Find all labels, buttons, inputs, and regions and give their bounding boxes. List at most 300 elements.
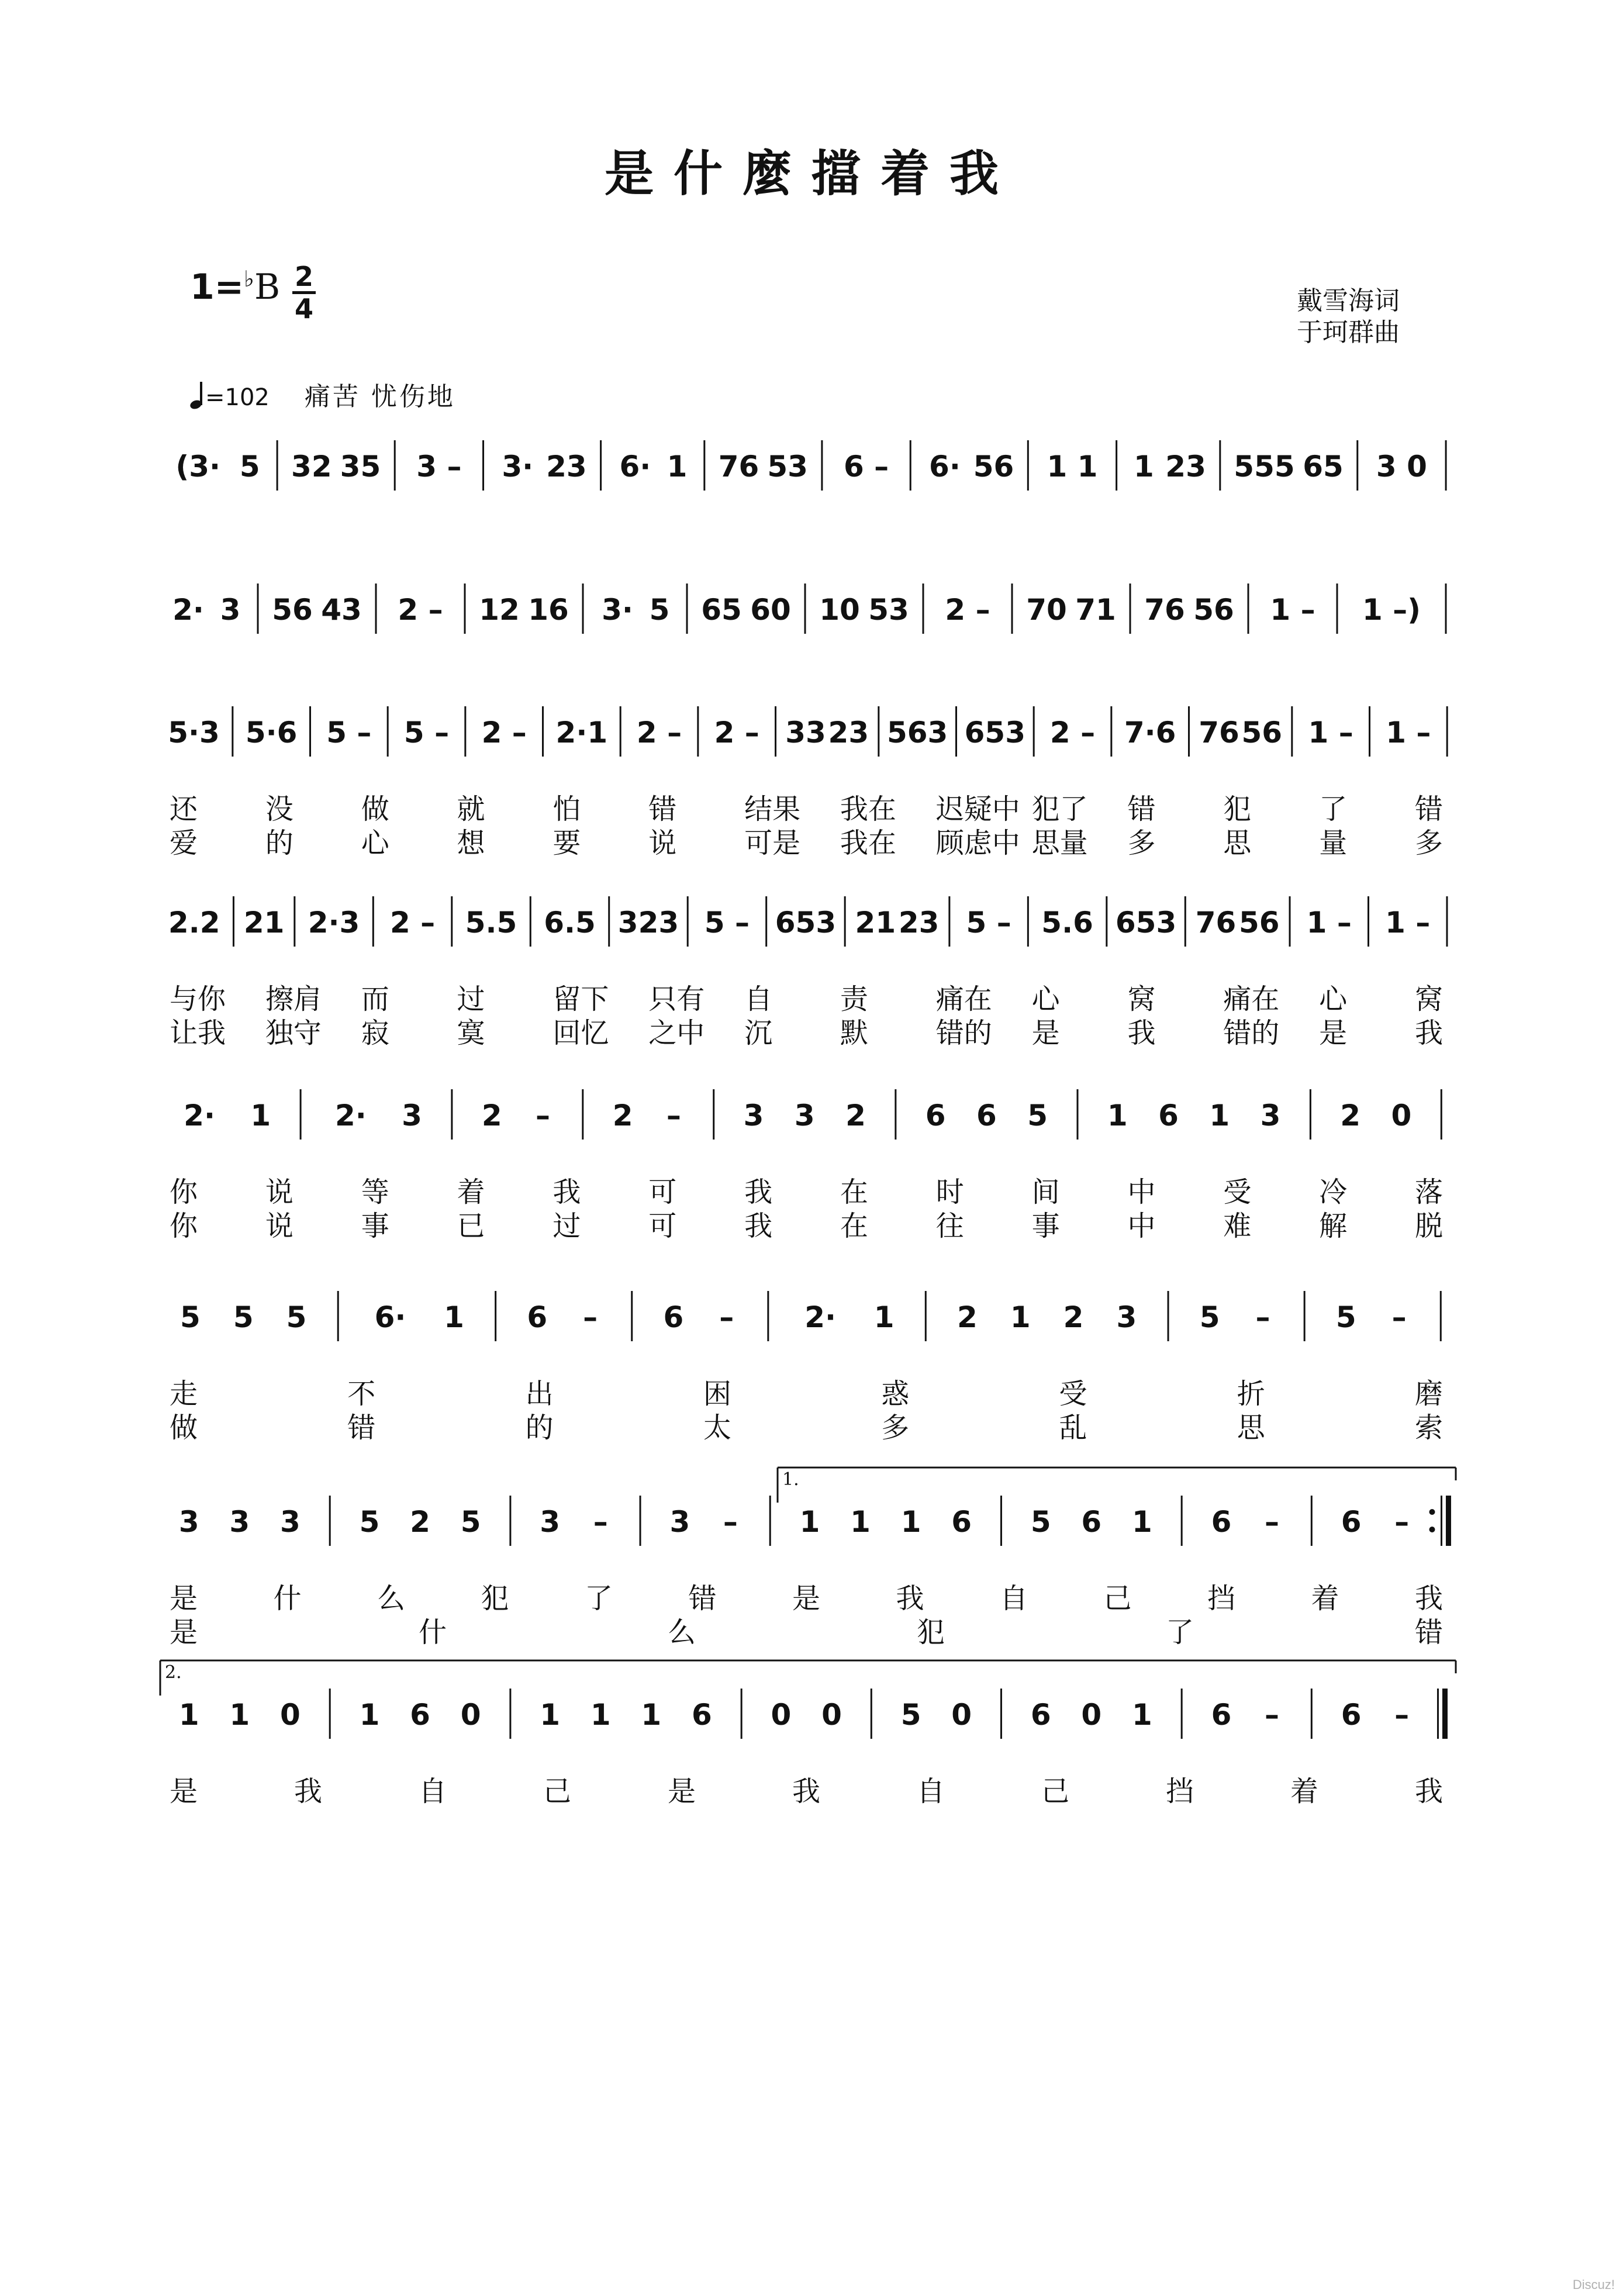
lyric-word: 落 xyxy=(1415,1176,1444,1209)
note-group: 6 xyxy=(1211,1505,1232,1539)
lyric-word: 间 xyxy=(1031,1176,1060,1209)
note-group: 2 xyxy=(1340,1099,1361,1133)
note-group: 6 xyxy=(1211,1698,1232,1732)
lyric-word: 挡 xyxy=(1207,1582,1236,1615)
lyric-word: 等 xyxy=(361,1176,389,1209)
note-group: 3 xyxy=(1260,1099,1281,1133)
lyric-word: 过 xyxy=(457,983,485,1016)
note-group: 2 xyxy=(481,1099,502,1133)
note-group: 1 xyxy=(359,1698,380,1732)
lyric-word: 擦肩 xyxy=(265,983,322,1016)
note-group: 1 xyxy=(799,1505,820,1539)
note-group: 5 xyxy=(286,1300,307,1334)
lyric-word: 走 xyxy=(170,1377,198,1410)
lyric-word: 做 xyxy=(170,1411,198,1444)
note-group: 56 xyxy=(272,593,313,627)
note-group: 56 xyxy=(1239,906,1280,940)
note-group: 5 xyxy=(233,1300,254,1334)
note-group: 10 xyxy=(819,593,860,627)
note-group: – xyxy=(719,1300,734,1334)
lyric-word: 默 xyxy=(840,1017,868,1049)
lyric-word: 错 xyxy=(1415,793,1444,826)
lyric-word: 而 xyxy=(361,983,389,1016)
note-group: 23 xyxy=(546,450,587,484)
note-group: 3 xyxy=(178,1505,199,1539)
note-group: 6· xyxy=(929,450,961,484)
volta-number: 1. xyxy=(782,1469,799,1490)
lyric-word: 的 xyxy=(265,827,293,859)
note-group: – xyxy=(1265,1698,1280,1732)
note-group: (3· xyxy=(175,450,221,484)
lyric-word: 自 xyxy=(744,983,773,1016)
note-group: 2 xyxy=(612,1099,633,1133)
lyric-word: 痛在 xyxy=(935,983,992,1016)
note-group: 6 xyxy=(663,1300,684,1334)
note-group: – xyxy=(535,1099,550,1133)
song-title: 是什麼擋着我 xyxy=(604,144,1018,202)
lyric-word: 迟疑中 xyxy=(935,793,1020,826)
lyric-word: 太 xyxy=(703,1411,731,1444)
lyric-word: 我 xyxy=(744,1176,773,1209)
lyric-word: 多 xyxy=(881,1411,910,1444)
note-group: 5 xyxy=(1199,1300,1220,1334)
note-group: 71 xyxy=(1075,593,1116,627)
lyric-word: 心 xyxy=(1031,983,1060,1016)
note-group: 6 xyxy=(1341,1505,1362,1539)
note-group: 3· xyxy=(602,593,633,627)
lyric-word: 解 xyxy=(1319,1210,1348,1242)
note-group: 5 xyxy=(239,450,260,484)
lyric-word: 我 xyxy=(1415,1017,1444,1049)
note-group: 0 xyxy=(460,1698,481,1732)
lyric-word: 中 xyxy=(1127,1176,1156,1209)
lyric-word: 犯 xyxy=(917,1616,945,1649)
lyric-word: 错的 xyxy=(935,1017,992,1049)
note-group: 21 xyxy=(243,906,285,940)
lyric-word: 我 xyxy=(1415,1582,1444,1615)
lyric-word: 我 xyxy=(552,1176,581,1209)
note-group: 6 xyxy=(410,1698,430,1732)
lyric-word: 么 xyxy=(668,1616,696,1649)
lyric-word: 是 xyxy=(170,1582,198,1615)
lyric-word: 时 xyxy=(935,1176,964,1209)
note-group: 6 xyxy=(527,1300,548,1334)
lyric-word: 错 xyxy=(347,1411,376,1444)
note-group: 6· xyxy=(619,450,651,484)
time-signature-top: 2 xyxy=(294,261,313,292)
note-group: 1 xyxy=(1134,450,1154,484)
note-group: 1 xyxy=(641,1698,662,1732)
note-group: – xyxy=(666,1099,681,1133)
note-group: 3 xyxy=(743,1099,764,1133)
note-group: 0 xyxy=(771,1698,792,1732)
repeat-dot xyxy=(1429,1509,1435,1515)
lyric-word: 折 xyxy=(1237,1377,1265,1410)
lyric-word: 往 xyxy=(935,1210,964,1242)
lyric-word: 寂 xyxy=(361,1017,389,1049)
lyric-word: 脱 xyxy=(1415,1210,1444,1242)
note-group: 5 – xyxy=(704,906,750,940)
note-group: 1 – xyxy=(1270,593,1315,627)
note-group: – xyxy=(1394,1505,1410,1539)
lyric-word: 了 xyxy=(1166,1616,1194,1649)
lyric-word: 错 xyxy=(648,793,677,826)
note-group: 5 xyxy=(1030,1505,1051,1539)
lyric-word: 出 xyxy=(525,1377,554,1410)
note-group: 16 xyxy=(528,593,569,627)
note-group: 35 xyxy=(340,450,381,484)
note-group: 1 xyxy=(250,1099,271,1133)
lyricist-credit: 戴雪海词 xyxy=(1297,286,1400,316)
note-group: 323 xyxy=(617,906,679,940)
note-group: 12 xyxy=(479,593,520,627)
lyric-word: 留下 xyxy=(552,983,609,1016)
lyric-word: 思量 xyxy=(1031,827,1088,859)
watermark: Discuz! xyxy=(1572,2277,1615,2292)
note-group: 1 xyxy=(900,1505,921,1539)
note-group: – xyxy=(593,1505,608,1539)
note-group: 3 xyxy=(220,593,241,627)
lyric-word: 自 xyxy=(917,1775,945,1808)
lyric-word: 思 xyxy=(1237,1411,1265,1444)
note-group: 1 – xyxy=(1308,716,1353,750)
note-group: 1 xyxy=(229,1698,250,1732)
note-group: 3 xyxy=(279,1505,301,1539)
note-group: 2 xyxy=(957,1300,978,1334)
lyric-word: 是 xyxy=(1319,1017,1348,1049)
lyric-word: 了 xyxy=(585,1582,613,1615)
note-group: 1 xyxy=(1209,1099,1230,1133)
lyric-word: 我在 xyxy=(840,793,896,826)
note-group: 2· xyxy=(334,1099,367,1133)
note-group: 2·1 xyxy=(555,716,608,750)
lyric-word: 还 xyxy=(170,793,198,826)
lyric-word: 是 xyxy=(170,1616,198,1649)
note-group: 1 xyxy=(444,1300,464,1334)
note-group: 5.6 xyxy=(1041,906,1093,940)
note-group: 1 xyxy=(590,1698,611,1732)
lyric-word: 结果 xyxy=(744,793,801,826)
note-group: 23 xyxy=(1165,450,1206,484)
note-group: 7·6 xyxy=(1124,716,1176,750)
note-group: 76 xyxy=(1195,906,1237,940)
lyric-word: 中 xyxy=(1127,1210,1156,1242)
lyric-word: 爱 xyxy=(170,827,198,859)
note-group: 3 xyxy=(669,1505,690,1539)
note-group: 0 xyxy=(1081,1698,1102,1732)
note-group: 6.5 xyxy=(544,906,596,940)
lyric-word: 想 xyxy=(457,827,485,859)
lyric-word: 责 xyxy=(840,983,868,1016)
lyric-word: 是 xyxy=(1031,1017,1060,1049)
note-group: 2 – xyxy=(636,716,682,750)
lyric-word: 我 xyxy=(1127,1017,1156,1049)
lyric-word: 你 xyxy=(170,1210,198,1242)
note-group: 1 xyxy=(178,1698,199,1732)
note-group: 2· xyxy=(804,1300,837,1334)
lyric-word: 难 xyxy=(1223,1210,1252,1242)
time-signature-bottom: 4 xyxy=(294,293,313,324)
note-group: 6 xyxy=(976,1099,997,1133)
lyric-word: 了 xyxy=(1319,793,1348,826)
lyric-word: 自 xyxy=(419,1775,447,1808)
lyric-word: 冷 xyxy=(1319,1176,1348,1209)
lyric-word: 己 xyxy=(1103,1582,1132,1615)
note-group: 2 xyxy=(845,1099,866,1133)
lyric-word: 沉 xyxy=(744,1017,773,1049)
note-group: 5 xyxy=(649,593,670,627)
lyric-word: 说 xyxy=(265,1210,293,1242)
note-group: 76 xyxy=(1199,716,1239,750)
note-group: – xyxy=(723,1505,738,1539)
note-group: 6 xyxy=(1158,1099,1179,1133)
note-group: 2 – xyxy=(389,906,436,940)
note-group: 5 xyxy=(460,1505,481,1539)
lyric-word: 要 xyxy=(552,827,581,859)
note-group: 1 –) xyxy=(1362,593,1421,627)
note-group: 56 xyxy=(1193,593,1234,627)
lyric-word: 是 xyxy=(170,1775,198,1808)
note-group: 32 xyxy=(291,450,332,484)
note-group: 2·3 xyxy=(308,906,360,940)
lyric-word: 错的 xyxy=(1223,1017,1280,1049)
note-group: 21 xyxy=(855,906,896,940)
lyric-word: 我 xyxy=(744,1210,773,1242)
note-group: 1 1 xyxy=(1047,450,1098,484)
lyric-word: 是 xyxy=(792,1582,821,1615)
lyric-word: 没 xyxy=(265,793,293,826)
note-group: 6 – xyxy=(843,450,889,484)
lyric-word: 我 xyxy=(896,1582,924,1615)
lyric-word: 多 xyxy=(1127,827,1156,859)
note-group: 56 xyxy=(973,450,1014,484)
lyric-word: 之中 xyxy=(648,1017,705,1049)
lyric-word: 犯 xyxy=(1223,793,1252,826)
note-group: 1 xyxy=(540,1698,561,1732)
note-group: 5 – xyxy=(966,906,1011,940)
lyric-word: 错 xyxy=(688,1582,717,1615)
lyric-word: 犯 xyxy=(481,1582,509,1615)
note-group: 2 – xyxy=(398,593,443,627)
note-group: 70 xyxy=(1026,593,1067,627)
note-group: 3 xyxy=(794,1099,815,1133)
lyric-word: 你 xyxy=(170,1176,198,1209)
lyric-word: 犯了 xyxy=(1031,793,1088,826)
note-group: 2 xyxy=(1063,1300,1084,1334)
tempo-bpm: =102 xyxy=(205,384,270,411)
note-group: 2 – xyxy=(481,716,527,750)
note-group: 53 xyxy=(868,593,909,627)
lyric-word: 乱 xyxy=(1059,1411,1087,1444)
lyric-word: 我在 xyxy=(840,827,896,859)
lyric-word: 已 xyxy=(457,1210,485,1242)
note-group: 65 xyxy=(701,593,742,627)
note-group: 23 xyxy=(898,906,940,940)
note-group: 3 xyxy=(1116,1300,1137,1334)
note-group: 5.5 xyxy=(465,906,517,940)
lyric-word: 思 xyxy=(1223,827,1252,859)
lyric-word: 我 xyxy=(1415,1775,1444,1808)
note-group: 1 – xyxy=(1306,906,1352,940)
lyric-word: 磨 xyxy=(1415,1377,1444,1410)
note-group: 6 xyxy=(951,1505,972,1539)
lyric-word: 说 xyxy=(265,1176,293,1209)
lyric-word: 心 xyxy=(1319,983,1348,1016)
lyric-word: 回忆 xyxy=(552,1017,609,1049)
lyric-word: 可 xyxy=(648,1210,677,1242)
note-group: 33 xyxy=(785,716,826,750)
lyric-word: 自 xyxy=(1000,1582,1028,1615)
lyric-word: 事 xyxy=(1031,1210,1060,1242)
lyric-word: 窝 xyxy=(1415,983,1444,1016)
note-group: 5 – xyxy=(326,716,372,750)
lyric-word: 量 xyxy=(1319,827,1348,859)
note-group: 2.2 xyxy=(168,906,220,940)
note-group: 0 xyxy=(821,1698,842,1732)
lyric-word: 只有 xyxy=(648,983,705,1016)
lyric-word: 是 xyxy=(668,1775,696,1808)
note-group: 2 xyxy=(410,1505,430,1539)
lyric-word: 说 xyxy=(648,827,677,859)
lyric-word: 受 xyxy=(1059,1377,1087,1410)
lyric-word: 错 xyxy=(1415,1616,1444,1649)
key-prefix: 1= xyxy=(190,267,244,308)
note-group: 5·3 xyxy=(168,716,220,750)
note-group: 555 xyxy=(1234,450,1295,484)
note-group: 6 xyxy=(1030,1698,1051,1732)
note-group: 1 – xyxy=(1385,906,1431,940)
note-group: 1 xyxy=(1131,1505,1152,1539)
lyric-word: 多 xyxy=(1415,827,1444,859)
lyric-word: 错 xyxy=(1127,793,1156,826)
note-group: – xyxy=(583,1300,598,1334)
note-group: 5 xyxy=(359,1505,380,1539)
lyric-word: 什 xyxy=(419,1616,447,1649)
lyric-word: 么 xyxy=(377,1582,406,1615)
note-group: 3 – xyxy=(416,450,462,484)
note-group: 6· xyxy=(374,1300,406,1334)
note-group: 0 xyxy=(951,1698,972,1732)
note-group: 5 xyxy=(900,1698,921,1732)
lyric-word: 可是 xyxy=(744,827,801,859)
note-group: 53 xyxy=(767,450,808,484)
note-group: – xyxy=(1391,1300,1407,1334)
lyric-word: 我 xyxy=(792,1775,821,1808)
lyric-word: 挡 xyxy=(1166,1775,1194,1808)
tempo-expression: 痛苦 忧伤地 xyxy=(304,382,455,412)
note-group: 5 xyxy=(1335,1300,1356,1334)
lyric-word: 我 xyxy=(294,1775,323,1808)
composer-credit: 于珂群曲 xyxy=(1297,317,1400,347)
note-group: 1 xyxy=(1131,1698,1152,1732)
note-group: 65 xyxy=(1303,450,1344,484)
repeat-dot xyxy=(1429,1527,1435,1532)
note-group: 0 xyxy=(1391,1099,1412,1133)
note-group: – xyxy=(1255,1300,1270,1334)
lyric-word: 可 xyxy=(648,1176,677,1209)
note-group: 653 xyxy=(964,716,1026,750)
lyric-word: 心 xyxy=(361,827,389,859)
note-group: 3 xyxy=(229,1505,250,1539)
note-group: 23 xyxy=(828,716,869,750)
lyric-word: 痛在 xyxy=(1223,983,1280,1016)
note-group: 0 xyxy=(279,1698,301,1732)
note-group: 76 xyxy=(1144,593,1185,627)
lyric-word: 着 xyxy=(457,1176,485,1209)
lyric-word: 在 xyxy=(840,1176,868,1209)
note-group: 56 xyxy=(1241,716,1283,750)
lyric-word: 做 xyxy=(361,793,389,826)
note-group: 1 – xyxy=(1386,716,1431,750)
lyric-word: 事 xyxy=(361,1210,389,1242)
note-group: 43 xyxy=(321,593,362,627)
note-group: 5 xyxy=(180,1300,201,1334)
note-group: 1 xyxy=(873,1300,895,1334)
note-group: 653 xyxy=(775,906,837,940)
flat-sign: ♭ xyxy=(244,266,254,292)
note-group: 1 xyxy=(1107,1099,1128,1133)
note-group: 2· xyxy=(184,1099,215,1133)
note-group: 6 xyxy=(1341,1698,1362,1732)
note-group: 6 xyxy=(691,1698,712,1732)
lyric-word: 就 xyxy=(457,793,485,826)
lyric-word: 受 xyxy=(1223,1176,1252,1209)
note-group: 2 – xyxy=(1049,716,1096,750)
lyric-word: 怕 xyxy=(552,793,581,826)
note-group: – xyxy=(1394,1698,1410,1732)
note-group: 5·6 xyxy=(245,716,298,750)
note-group: 3 xyxy=(540,1505,561,1539)
lyric-word: 己 xyxy=(1041,1775,1070,1808)
note-group: 2 – xyxy=(945,593,990,627)
lyric-word: 与你 xyxy=(170,983,226,1016)
note-group: 60 xyxy=(750,593,791,627)
lyric-word: 顾虑中 xyxy=(935,827,1020,859)
note-group: 3 xyxy=(402,1099,422,1133)
lyric-word: 在 xyxy=(840,1210,868,1242)
lyric-word: 不 xyxy=(347,1377,376,1410)
note-group: 5 – xyxy=(403,716,450,750)
lyric-word: 让我 xyxy=(170,1017,226,1049)
note-group: 6 xyxy=(1081,1505,1102,1539)
lyric-word: 着 xyxy=(1290,1775,1319,1808)
lyric-word: 的 xyxy=(525,1411,554,1444)
note-group: 1 xyxy=(1010,1300,1031,1334)
note-group: 1 xyxy=(667,450,688,484)
note-group: 2 – xyxy=(714,716,759,750)
lyric-word: 窝 xyxy=(1127,983,1156,1016)
note-group: – xyxy=(1265,1505,1280,1539)
note-group: 563 xyxy=(886,716,948,750)
lyric-word: 索 xyxy=(1415,1411,1444,1444)
lyric-word: 着 xyxy=(1311,1582,1339,1615)
note-group: 5 xyxy=(1027,1099,1048,1133)
key-note: B xyxy=(254,267,281,308)
note-group: 76 xyxy=(718,450,759,484)
volta-number: 2. xyxy=(165,1662,182,1683)
note-group: 2· xyxy=(172,593,204,627)
note-group: 6 xyxy=(925,1099,946,1133)
lyric-word: 己 xyxy=(543,1775,572,1808)
lyric-word: 过 xyxy=(552,1210,581,1242)
lyric-word: 独守 xyxy=(265,1017,322,1049)
lyric-word: 惑 xyxy=(881,1377,910,1410)
note-group: 3· xyxy=(502,450,534,484)
note-group: 3 0 xyxy=(1376,450,1427,484)
note-group: 653 xyxy=(1115,906,1177,940)
note-group: 1 xyxy=(850,1505,871,1539)
lyric-word: 困 xyxy=(703,1377,731,1410)
